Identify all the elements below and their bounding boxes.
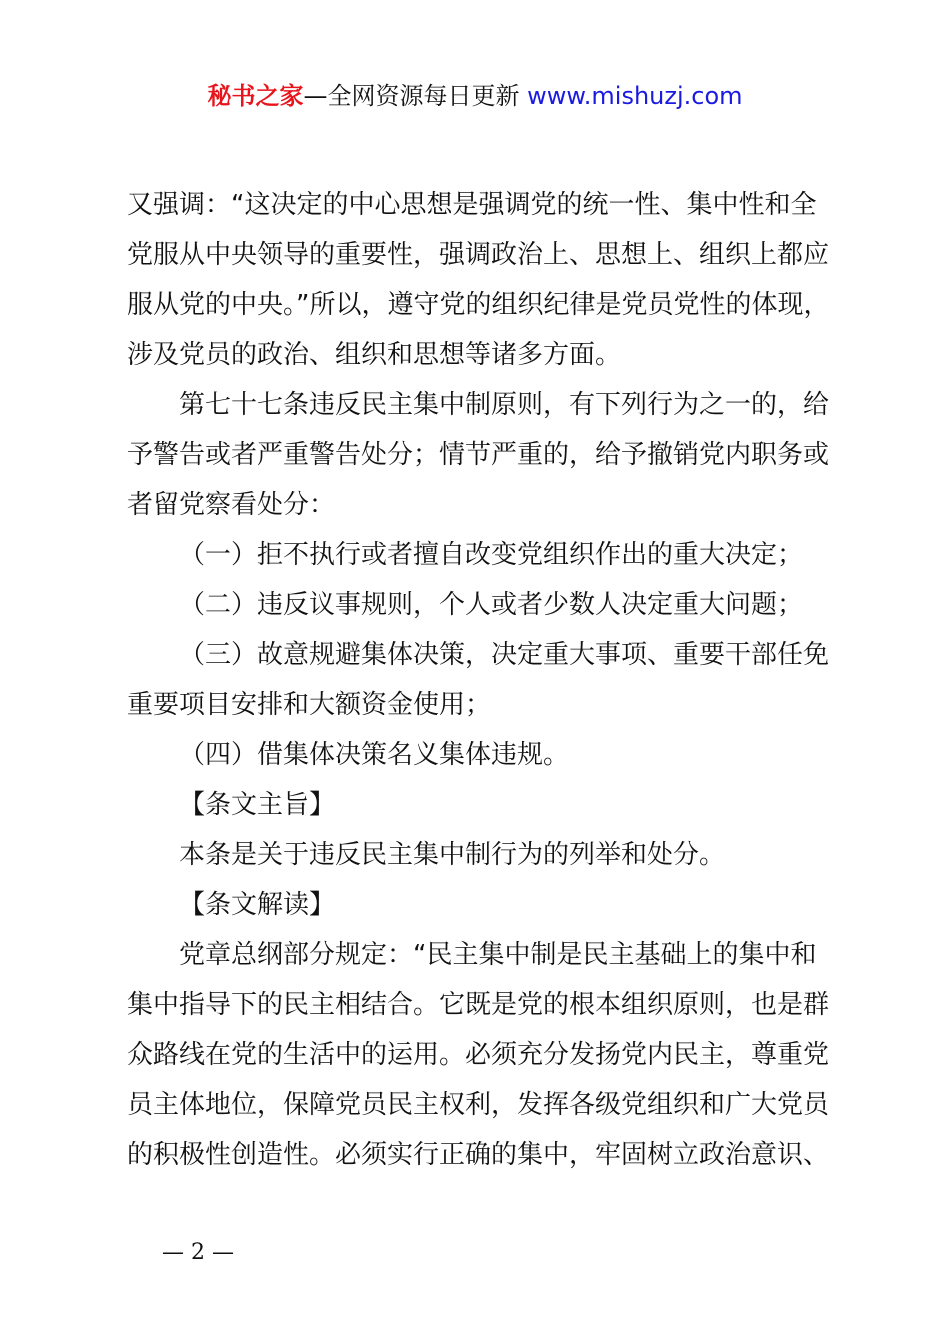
text-line: 本条是关于违反民主集中制行为的列举和处分。 [179,840,726,870]
text-line: （一）拒不执行或者擅自改变党组织作出的重大决定； [179,540,804,570]
text-line: 党服从中央领导的重要性，强调政治上、思想上、组织上都应 [127,240,830,270]
text-line: 集中指导下的民主相结合。它既是党的根本组织原则，也是群 [127,990,830,1020]
text-line: 党章总纲部分规定：“民主集中制是民主基础上的集中和 [179,940,817,970]
text-line: 员主体地位，保障党员民主权利，发挥各级党组织和广大党员 [127,1090,830,1120]
page-header [0,80,950,112]
text-line: （三）故意规避集体决策，决定重大事项、重要干部任免 [179,640,830,670]
document-body [127,180,837,1180]
text-line: 涉及党员的政治、组织和思想等诸多方面。 [127,340,622,370]
site-brand: 秘书之家 [207,82,304,110]
text-line: 者留党察看处分： [127,490,336,520]
text-line: 予警告或者严重警告处分；情节严重的，给予撤销党内职务或 [127,440,830,470]
text-line: 【条文主旨】 [179,790,336,820]
text-line: 服从党的中央。”所以，遵守党的组织纪律是党员党性的体现， [127,290,830,320]
text-line: （二）违反议事规则，个人或者少数人决定重大问题； [179,590,804,620]
text-line: 众路线在党的生活中的运用。必须充分发扬党内民主，尊重党 [127,1040,830,1070]
page-number: — 2 — [162,1240,234,1265]
text-line: 【条文解读】 [179,890,336,920]
text-line: 又强调：“这决定的中心思想是强调党的统一性、集中性和全 [127,190,817,220]
site-url-link[interactable]: www.mishuzj.com [527,82,743,110]
text-line: 重要项目安排和大额资金使用； [127,690,492,720]
text-line: 的积极性创造性。必须实行正确的集中，牢固树立政治意识、 [127,1140,830,1170]
text-line: 第七十七条违反民主集中制原则，有下列行为之一的，给 [179,390,830,420]
text-line: （四）借集体决策名义集体违规。 [179,740,570,770]
site-tagline: —全网资源每日更新 [303,82,528,110]
